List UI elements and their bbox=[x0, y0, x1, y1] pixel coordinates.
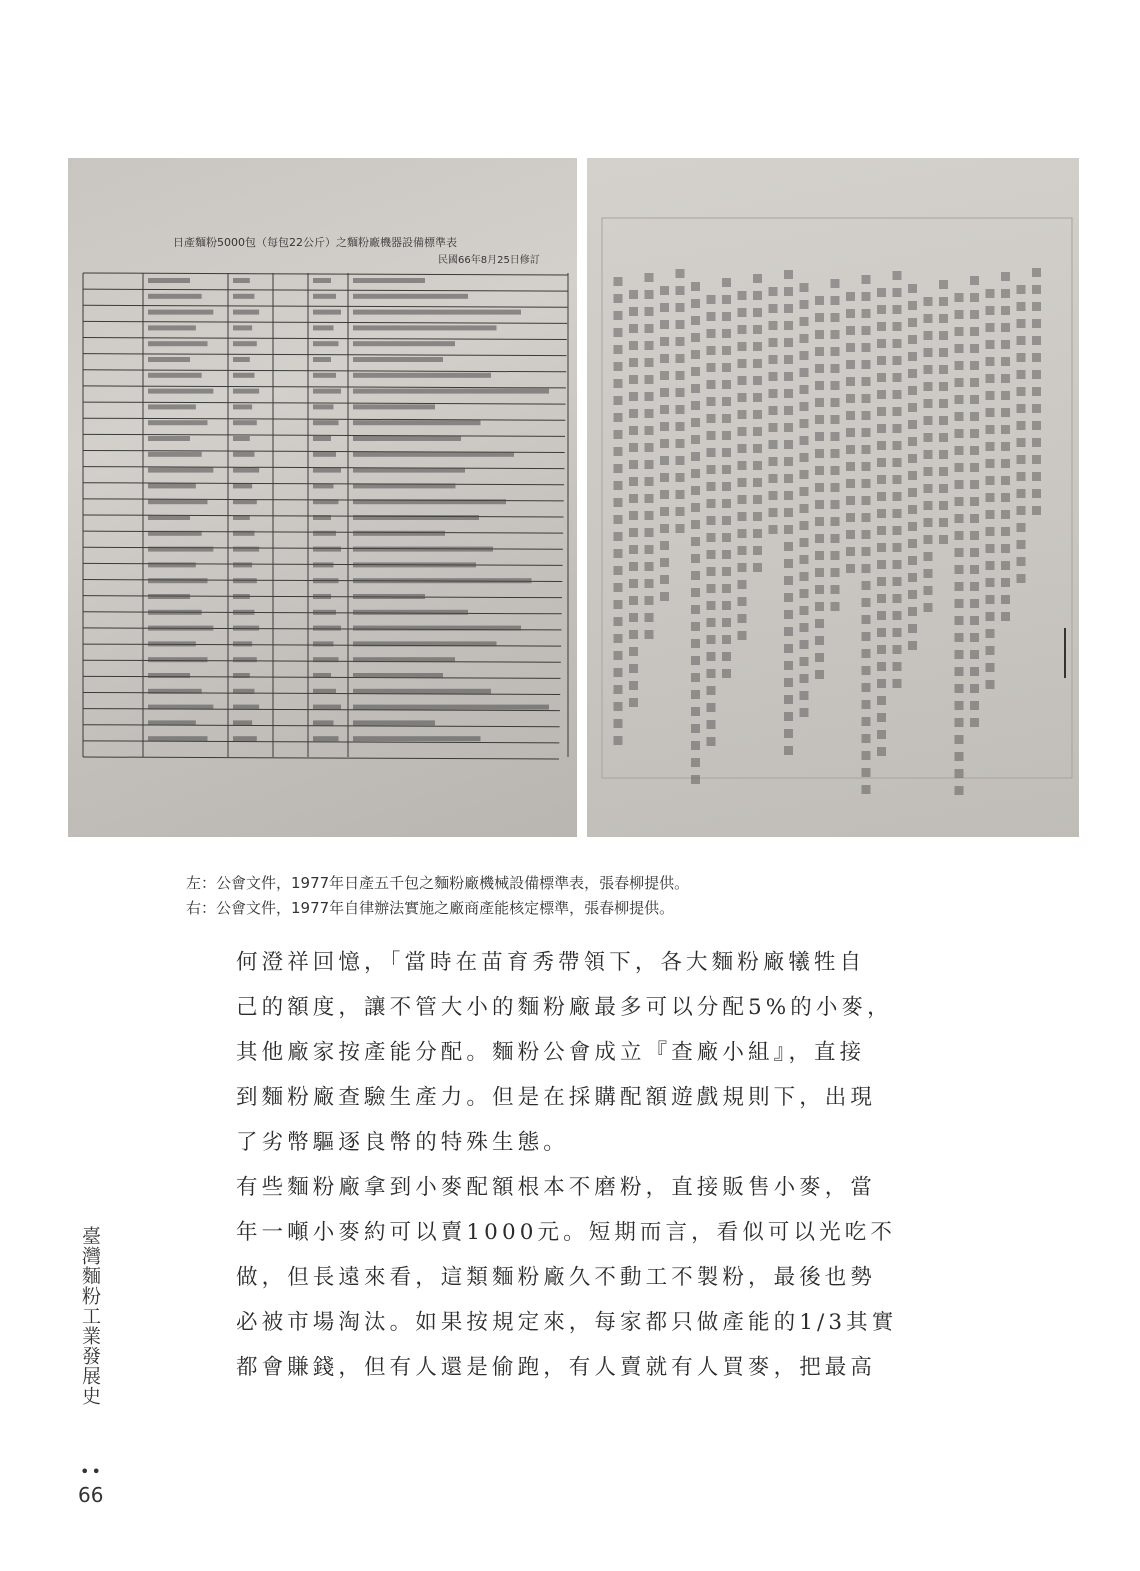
scan-table-date: 民國66年8月25日修訂 bbox=[438, 255, 540, 266]
vertical-document-scan bbox=[587, 158, 1079, 837]
body-line: 何澄祥回憶，「當時在苗育秀帶領下，各大麵粉廠犧牲自 bbox=[236, 950, 866, 975]
body-line: 己的額度，讓不管大小的麵粉廠最多可以分配5%的小麥， bbox=[236, 995, 893, 1020]
caption-right-photo: 右：公會文件，1977年自律辦法實施之廠商產能核定標準，張春柳提供。 bbox=[186, 899, 675, 917]
body-line: 其他廠家按產能分配。麵粉公會成立『查廠小組』，直接 bbox=[236, 1040, 866, 1065]
photo-equipment-standard-table bbox=[68, 158, 577, 837]
body-line: 到麵粉廠查驗生產力。但是在採購配額遊戲規則下，出現 bbox=[236, 1085, 877, 1110]
book-title: 臺灣麵粉工業發展史 bbox=[79, 1226, 101, 1406]
body-line: 做，但長遠來看，這類麵粉廠久不動工不製粉，最後也勢 bbox=[236, 1265, 877, 1290]
body-line: 了劣幣驅逐良幣的特殊生態。 bbox=[236, 1130, 569, 1155]
caption-left-photo: 左：公會文件，1977年日產五千包之麵粉廠機械設備標準表，張春柳提供。 bbox=[186, 874, 690, 892]
scan-table-title: 日產麵粉5000包（每包22公斤）之麵粉廠機器設備標準表 bbox=[173, 236, 457, 249]
photo-capacity-standard-document bbox=[587, 158, 1079, 837]
page-number: 66 bbox=[78, 1483, 104, 1507]
body-line: 有些麵粉廠拿到小麥配額根本不磨粉，直接販售小麥，當 bbox=[236, 1175, 877, 1200]
body-line: 都會賺錢，但有人還是偷跑，有人賣就有人買麥，把最高 bbox=[236, 1355, 877, 1380]
body-line: 必被市場淘汰。如果按規定來，每家都只做產能的1/3其實 bbox=[236, 1310, 898, 1335]
table-document-scan bbox=[68, 158, 577, 837]
page-dots: •• bbox=[80, 1462, 103, 1481]
body-line: 年一噸小麥約可以賣1000元。短期而言，看似可以光吃不 bbox=[236, 1220, 896, 1245]
